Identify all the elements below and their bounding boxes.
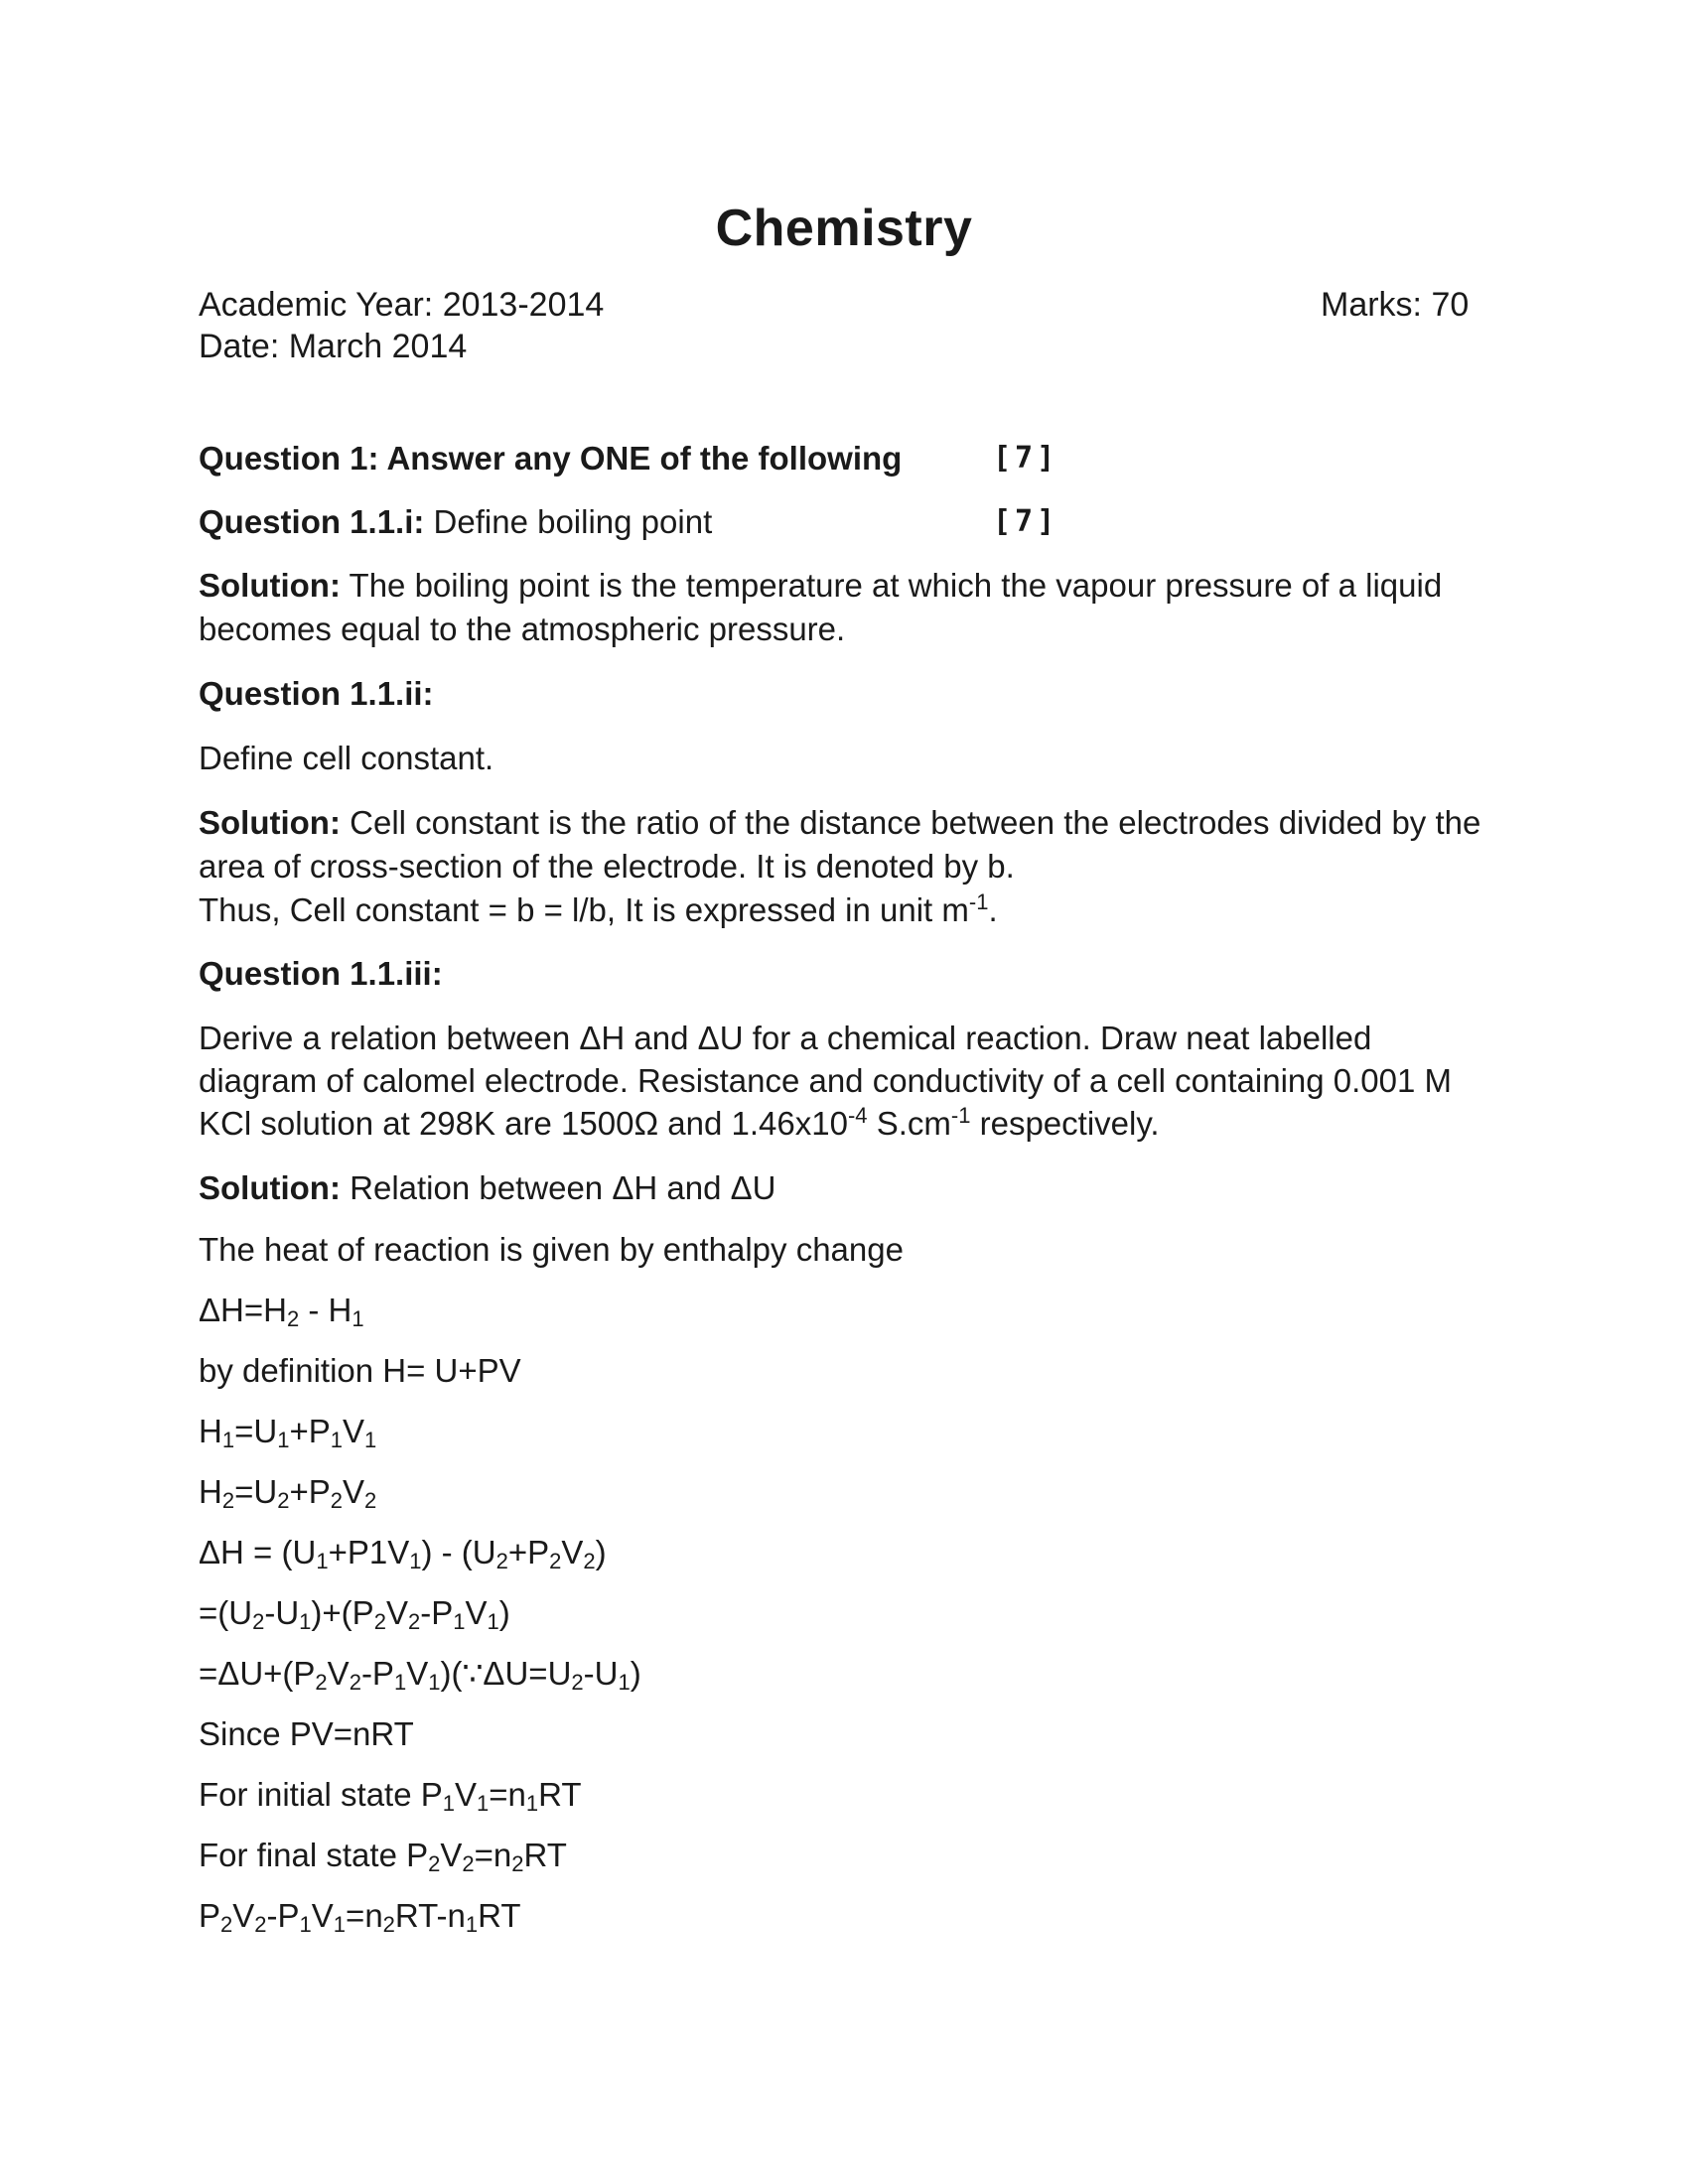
cell-constant-formula [199, 888, 998, 932]
text-part: For final state [199, 1837, 407, 1873]
exam-date: Date: March 2014 [199, 328, 468, 365]
exponent: -4 [847, 1103, 868, 1128]
equation-delta-h: $\Delta H=H_2 - H_1$ [199, 1292, 364, 1331]
exponent: -1 [950, 1103, 971, 1128]
equation-rearranged: $=(U_2-U_1)+(P_2V_2-P_1V_1)$ [199, 1594, 510, 1634]
question-1-1-ii-text: Define cell constant. [199, 740, 494, 776]
solution-text: Relation between ΔH and ΔU [350, 1169, 776, 1206]
formula-text: Thus, Cell constant = b = l/b, It is expressed in unit m [199, 891, 969, 928]
derivation-ideal-gas: Since PV=nRT [199, 1715, 414, 1752]
solution-1-1-iii [199, 1166, 775, 1210]
text-part: For initial state [199, 1776, 421, 1813]
question-1-marks: [7] [993, 441, 1059, 476]
solution-text: Cell constant is the ratio of the distance between the electrodes divided by the area of cross-section of the electrode. It is denoted by b. [199, 804, 1481, 885]
text-part: KCl solution at 298K are 1500Ω and 1.46x10 [199, 1105, 848, 1142]
derivation-definition: by definition H= U+PV [199, 1352, 521, 1389]
text-part: respectively. [970, 1105, 1160, 1142]
equation-h2: $H_2=U_2+P_2V_2$ [199, 1473, 377, 1513]
question-1-1-i-marks: [7] [993, 504, 1059, 539]
solution-1-1-ii [199, 801, 1489, 888]
formula-exponent: -1 [968, 889, 989, 914]
academic-year: Academic Year: 2013-2014 [199, 286, 605, 324]
equation-initial-state: For initial state $P_1V_1=n_1RT$ [199, 1776, 582, 1816]
equation-delta-h-expanded: $\Delta H = (U_1+P1V_1) - (U_2+P_2V_2)$ [199, 1534, 607, 1573]
question-1-1-iii-line-1: Derive a relation between ΔH and ΔU for a chemical reaction. Draw neat labelled [199, 1020, 1372, 1056]
equation-difference: $P_2V_2-P_1V_1=n_2RT-n_1RT$ [199, 1897, 521, 1937]
solution-label: Solution: [199, 1169, 341, 1206]
total-marks: Marks: 70 [1321, 286, 1470, 324]
question-label: Question 1.1.i: [199, 503, 425, 540]
question-1-1-iii-label: Question 1.1.iii: [199, 955, 443, 992]
derivation-heat-of-reaction: The heat of reaction is given by enthalpy change [199, 1231, 904, 1268]
text-part: S.cm [867, 1105, 951, 1142]
question-1-1-iii-line-2: diagram of calomel electrode. Resistance and conductivity of a cell containing 0.001 M [199, 1062, 1453, 1099]
question-1-1-iii-line-3 [199, 1102, 1160, 1146]
equation-final-state: For final state $P_2V_2=n_2RT$ [199, 1837, 567, 1876]
solution-text: The boiling point is the temperature at which the vapour pressure of a liquid becomes equal to the atmospheric pressure. [199, 567, 1443, 647]
solution-1-1-i [199, 564, 1489, 651]
equation-delta-u: $=\Delta U+(P_2V_2-P_1V_1)(\because\Delta U=U_2-U_1)$ [199, 1655, 641, 1695]
solution-label: Solution: [199, 567, 341, 604]
question-text: Define boiling point [433, 503, 713, 540]
equation-h1: $H_1=U_1+P_1V_1$ [199, 1413, 377, 1452]
page-title: Chemistry [715, 200, 973, 257]
formula-period: . [988, 891, 998, 928]
question-1-1-i [199, 500, 712, 544]
question-1-heading: Question 1: Answer any ONE of the following [199, 440, 903, 477]
question-1-1-ii-label: Question 1.1.ii: [199, 675, 434, 712]
solution-label: Solution: [199, 804, 341, 841]
